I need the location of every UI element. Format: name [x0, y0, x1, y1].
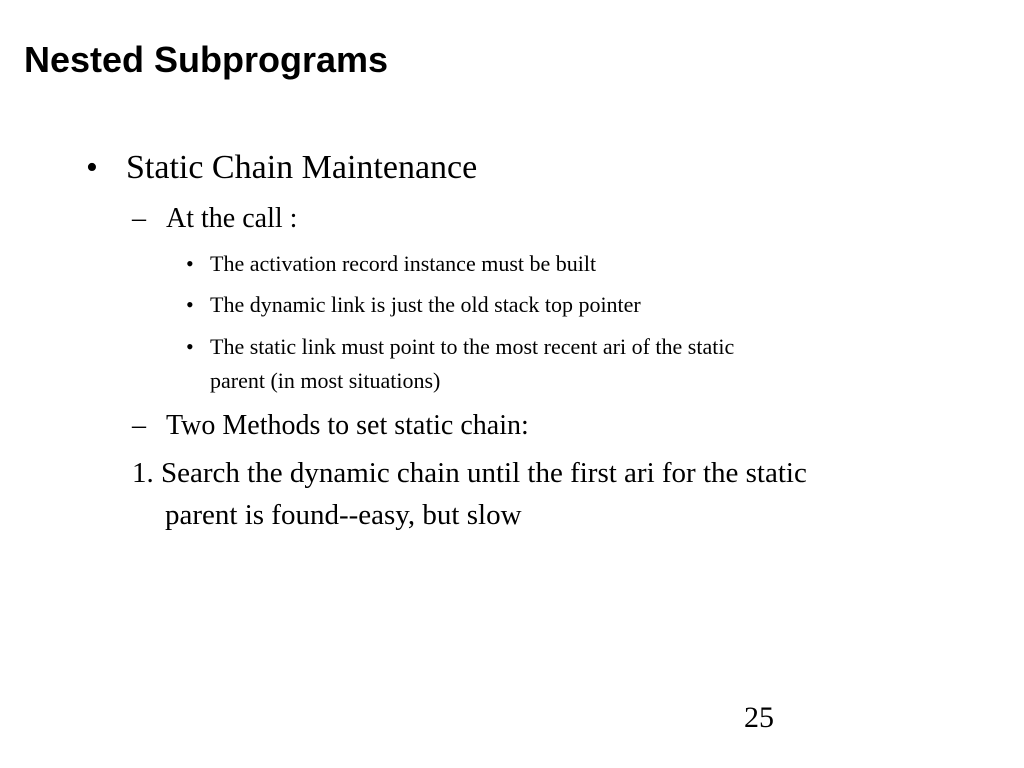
slide-title: Nested Subprograms	[24, 39, 389, 80]
numbered-item-1-continued: parent is found--easy, but slow	[165, 499, 522, 531]
bullet-marker: •	[186, 251, 194, 276]
dash-marker: –	[132, 203, 146, 234]
detail-item-dynamic-link	[186, 288, 641, 322]
bullet-item-static-chain	[86, 148, 477, 188]
detail-item-static-link	[186, 330, 734, 364]
bullet-marker: •	[186, 292, 194, 317]
detail-text: The dynamic link is just the old stack top pointer	[210, 292, 641, 317]
numbered-item-1: 1. Search the dynamic chain until the first ari for the static	[132, 457, 807, 489]
dash-marker: –	[132, 410, 146, 441]
subbullet-at-the-call	[132, 202, 297, 236]
subbullet-text: At the call :	[166, 203, 298, 234]
page-number: 25	[744, 701, 774, 734]
detail-text: The static link must point to the most recent ari of the static	[210, 334, 735, 359]
bullet-text: Static Chain Maintenance	[126, 149, 478, 186]
subbullet-text: Two Methods to set static chain:	[166, 410, 529, 441]
detail-item-static-link-continued: parent (in most situations)	[210, 368, 441, 393]
detail-text: The activation record instance must be built	[210, 251, 597, 276]
detail-item-activation-record	[186, 247, 596, 281]
subbullet-two-methods	[132, 409, 529, 443]
bullet-marker: •	[186, 334, 194, 359]
bullet-marker: •	[86, 149, 98, 186]
